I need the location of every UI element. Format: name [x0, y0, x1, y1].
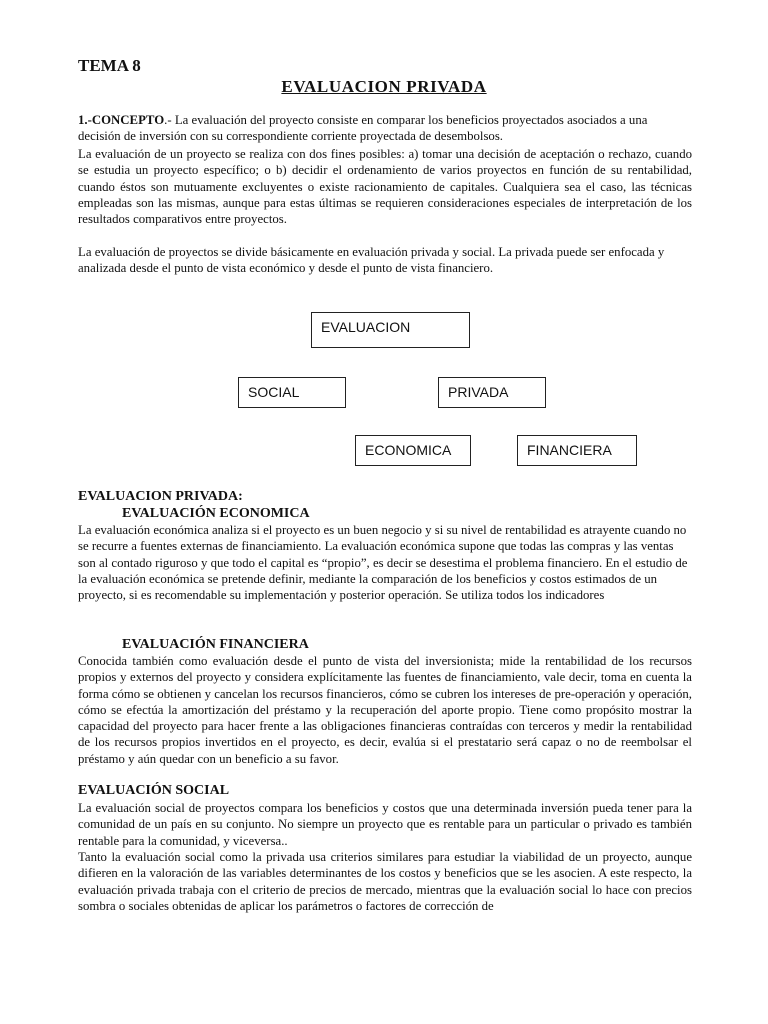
- economica-paragraph: La evaluación económica analiza si el proyecto es un buen negocio y si su nivel de rentabilidad es atrayente cuando no se recurre a fuentes externas de financiamiento. La evaluación económica supone que todas las compras y las ventas son al contado riguroso y que todo el capital es “propio”, es decir se desestima el problema financiero. En el estudio de la evaluación económica se pretende definir, mediante la comparación de los beneficios y costos estimados de un proyecto, si es recomendable su implementación y posterior operación. Se utiliza todos los indicadores: [78, 523, 688, 603]
- diagram-box-financiera: FINANCIERA: [517, 435, 637, 466]
- diagram-box-privada: PRIVADA: [438, 377, 546, 408]
- diagram-box-economica: ECONOMICA: [355, 435, 471, 466]
- concepto-paragraph-3: La evaluación de proyectos se divide básicamente en evaluación privada y social. La privada puede ser enfocada y analizada desde el punto de vista económico y desde el punto de vista financiero.: [78, 245, 665, 276]
- social-paragraph-2: Tanto la evaluación social como la privada usa criterios similares para estudiar la viabilidad de un proyecto, aunque difieren en la valoración de las variables determinantes de los costos y beneficios que se les asocien. A este respecto, la evaluación privada trabaja con el criterio de precios de mercado, mientras que la evaluación social lo hace con precios sombra o sociales obtenidas de aplicar los parámetros o factores de corrección de: [78, 850, 692, 913]
- social-heading: EVALUACIÓN SOCIAL: [78, 783, 230, 798]
- concepto-label: 1.-CONCEPTO: [78, 113, 165, 127]
- diagram-box-evaluacion: EVALUACION: [311, 312, 470, 348]
- concepto-lead-text: .- La evaluación del proyecto consiste en comparar los beneficios proyectados asociados a una decisión de inversión con su correspondiente corriente proyectada de desembolsos.: [78, 113, 648, 144]
- concepto-intro: [78, 112, 692, 145]
- topic-number: TEMA 8: [78, 56, 141, 75]
- page-title: EVALUACION PRIVADA: [281, 77, 487, 96]
- diagram-box-social: SOCIAL: [238, 377, 346, 408]
- financiera-paragraph: Conocida también como evaluación desde el punto de vista del inversionista; mide la rentabilidad de los recursos propios y externos del proyecto y considera explícitamente las fuentes de financiamiento, vale decir, toma en cuenta la forma cómo se obtienen y cancelan los recursos financieros, cómo se cubren los intereses de pre-operación y operación, cómo se efectúa la amortización del préstamo y la recuperación del aporte propio. Tiene como propósito mostrar la capacidad del proyecto para hacer frente a las obligaciones financieras contraídas con terceros y medir la rentabilidad de los recursos propios invertidos en el proyecto, es decir, evalúa si el prestatario será capaz o no de reembolsar el préstamo y aún quedar con un beneficio a su favor.: [78, 654, 692, 766]
- privada-heading: EVALUACION PRIVADA:: [78, 489, 243, 504]
- financiera-heading: EVALUACIÓN FINANCIERA: [122, 637, 309, 652]
- social-paragraph-1: La evaluación social de proyectos compara los beneficios y costos que una determinada inversión pueda tener para la comunidad de un país en su conjunto. No siempre un proyecto que es rentable para un particular o privado es también rentable para la comunidad, y viceversa..: [78, 801, 692, 848]
- economica-heading: EVALUACIÓN ECONOMICA: [122, 506, 310, 521]
- concepto-paragraph-2: La evaluación de un proyecto se realiza con dos fines posibles: a) tomar una decisión de aceptación o rechazo, cuando se estudia un proyecto específico; o b) decidir el ordenamiento de varios proyectos en función de su rentabilidad, cuando éstos son mutuamente excluyentes o existe racionamiento de capitales. Cualquiera sea el caso, las técnicas empleadas son las mismas, aunque para estas últimas se requieren consideraciones especiales de interpretación de los resultados comparativos entre proyectos.: [78, 147, 692, 227]
